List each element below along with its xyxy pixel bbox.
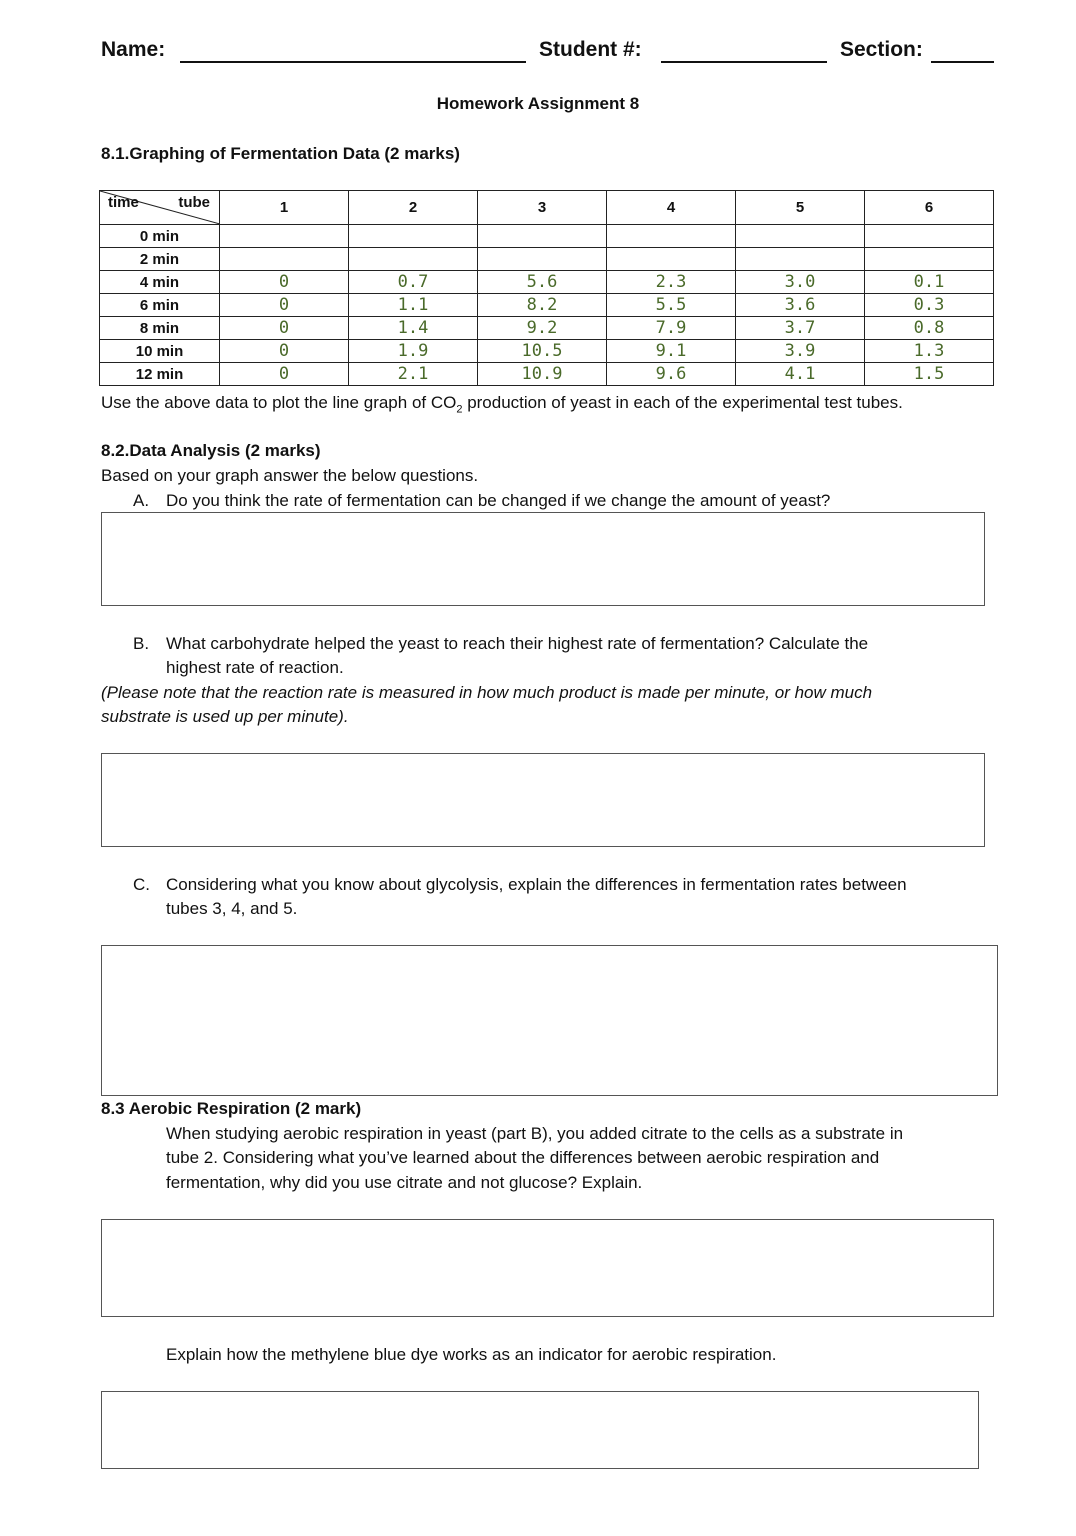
- value-cell[interactable]: 10.9: [478, 363, 607, 386]
- time-cell: 4 min: [100, 271, 220, 294]
- value-cell[interactable]: 7.9: [607, 317, 736, 340]
- value-cell[interactable]: 3.6: [736, 294, 865, 317]
- question-c-line1: Considering what you know about glycolysis, explain the differences in fermentation rates between: [166, 875, 907, 894]
- methylene-blue-question: Explain how the methylene blue dye works as an indicator for aerobic respiration.: [166, 1345, 777, 1364]
- value-cell[interactable]: [349, 248, 478, 271]
- value-cell[interactable]: 0: [220, 363, 349, 386]
- value-cell[interactable]: 9.1: [607, 340, 736, 363]
- table-row: [100, 363, 994, 386]
- value-cell[interactable]: 4.1: [736, 363, 865, 386]
- value-cell[interactable]: 0: [220, 271, 349, 294]
- value-cell[interactable]: 5.5: [607, 294, 736, 317]
- section-8-2-heading: 8.2.Data Analysis (2 marks): [101, 441, 321, 460]
- value-cell[interactable]: 0: [220, 294, 349, 317]
- answer-box-citrate[interactable]: [101, 1219, 994, 1317]
- answer-box-c[interactable]: [101, 945, 998, 1096]
- time-cell: 8 min: [100, 317, 220, 340]
- value-cell[interactable]: [220, 248, 349, 271]
- value-cell[interactable]: [478, 248, 607, 271]
- value-cell[interactable]: [607, 225, 736, 248]
- corner-tube-label: tube: [178, 194, 210, 211]
- value-cell[interactable]: 5.6: [478, 271, 607, 294]
- value-cell[interactable]: 0: [220, 317, 349, 340]
- value-cell[interactable]: [220, 225, 349, 248]
- section-8-3-heading: 8.3 Aerobic Respiration (2 mark): [101, 1099, 362, 1118]
- question-c-line2: tubes 3, 4, and 5.: [166, 899, 298, 918]
- section-field[interactable]: [931, 61, 994, 63]
- section-label: Section:: [840, 38, 923, 61]
- section-8-1-heading: 8.1.Graphing of Fermentation Data (2 marks): [101, 144, 460, 163]
- tube-header: 1: [220, 191, 349, 225]
- value-cell[interactable]: 2.1: [349, 363, 478, 386]
- tube-header: 4: [607, 191, 736, 225]
- value-cell[interactable]: 1.9: [349, 340, 478, 363]
- table-row: [100, 294, 994, 317]
- time-cell: 10 min: [100, 340, 220, 363]
- table-row: [100, 340, 994, 363]
- corner-time-label: time: [108, 194, 139, 211]
- value-cell[interactable]: 10.5: [478, 340, 607, 363]
- graph-instruction: Use the above data to plot the line graph of $CO_2$ production of yeast in each of the experimental test tubes.: [101, 393, 903, 416]
- value-cell[interactable]: 1.5: [865, 363, 994, 386]
- value-cell[interactable]: 0.7: [349, 271, 478, 294]
- value-cell[interactable]: 1.3: [865, 340, 994, 363]
- question-a-letter: A.: [133, 491, 150, 510]
- time-cell: 2 min: [100, 248, 220, 271]
- value-cell[interactable]: 9.6: [607, 363, 736, 386]
- note-line2: substrate is used up per minute).: [101, 707, 349, 726]
- value-cell[interactable]: 1.4: [349, 317, 478, 340]
- page-title: Homework Assignment 8: [436, 94, 640, 113]
- section-8-3-line2: tube 2. Considering what you’ve learned about the differences between aerobic respiration and: [166, 1148, 880, 1167]
- table-row: [100, 271, 994, 294]
- table-row: [100, 317, 994, 340]
- tube-header: 5: [736, 191, 865, 225]
- corner-cell: [100, 191, 220, 225]
- value-cell[interactable]: 3.9: [736, 340, 865, 363]
- table-header-row: [100, 191, 994, 225]
- question-b-line2: highest rate of reaction.: [166, 658, 344, 677]
- value-cell[interactable]: [736, 225, 865, 248]
- tube-header: 3: [478, 191, 607, 225]
- value-cell[interactable]: [736, 248, 865, 271]
- value-cell[interactable]: [865, 248, 994, 271]
- question-b-line1: What carbohydrate helped the yeast to reach their highest rate of fermentation? Calculate the: [166, 634, 869, 653]
- value-cell[interactable]: [478, 225, 607, 248]
- question-a-text: Do you think the rate of fermentation can be changed if we change the amount of yeast?: [166, 491, 831, 510]
- value-cell[interactable]: 8.2: [478, 294, 607, 317]
- value-cell[interactable]: 1.1: [349, 294, 478, 317]
- name-field[interactable]: [180, 61, 526, 63]
- value-cell[interactable]: 3.0: [736, 271, 865, 294]
- tube-header: 6: [865, 191, 994, 225]
- value-cell[interactable]: 2.3: [607, 271, 736, 294]
- value-cell[interactable]: 0: [220, 340, 349, 363]
- time-cell: 12 min: [100, 363, 220, 386]
- fermentation-data-table: [99, 190, 994, 386]
- table-row: [100, 248, 994, 271]
- section-8-3-line3: fermentation, why did you use citrate and not glucose? Explain.: [166, 1173, 643, 1192]
- table-row: [100, 225, 994, 248]
- name-label: Name:: [101, 38, 166, 61]
- question-b-letter: B.: [133, 634, 150, 653]
- student-number-label: Student #:: [539, 38, 642, 61]
- value-cell[interactable]: 0.8: [865, 317, 994, 340]
- value-cell[interactable]: 3.7: [736, 317, 865, 340]
- value-cell[interactable]: 0.3: [865, 294, 994, 317]
- answer-box-b[interactable]: [101, 753, 985, 847]
- section-8-2-intro: Based on your graph answer the below questions.: [101, 466, 479, 485]
- value-cell[interactable]: 9.2: [478, 317, 607, 340]
- tube-header: 2: [349, 191, 478, 225]
- student-number-field[interactable]: [661, 61, 827, 63]
- value-cell[interactable]: [349, 225, 478, 248]
- value-cell[interactable]: [865, 225, 994, 248]
- section-8-3-line1: When studying aerobic respiration in yeast (part B), you added citrate to the cells as a substrate in: [166, 1124, 904, 1143]
- note-line1: (Please note that the reaction rate is measured in how much product is made per minute, or how much: [101, 683, 873, 702]
- value-cell[interactable]: 0.1: [865, 271, 994, 294]
- time-cell: 6 min: [100, 294, 220, 317]
- time-cell: 0 min: [100, 225, 220, 248]
- subscript-2: 2: [456, 403, 463, 416]
- answer-box-a[interactable]: [101, 512, 985, 606]
- question-c-letter: C.: [133, 875, 150, 894]
- answer-box-methylene-blue[interactable]: [101, 1391, 979, 1469]
- value-cell[interactable]: [607, 248, 736, 271]
